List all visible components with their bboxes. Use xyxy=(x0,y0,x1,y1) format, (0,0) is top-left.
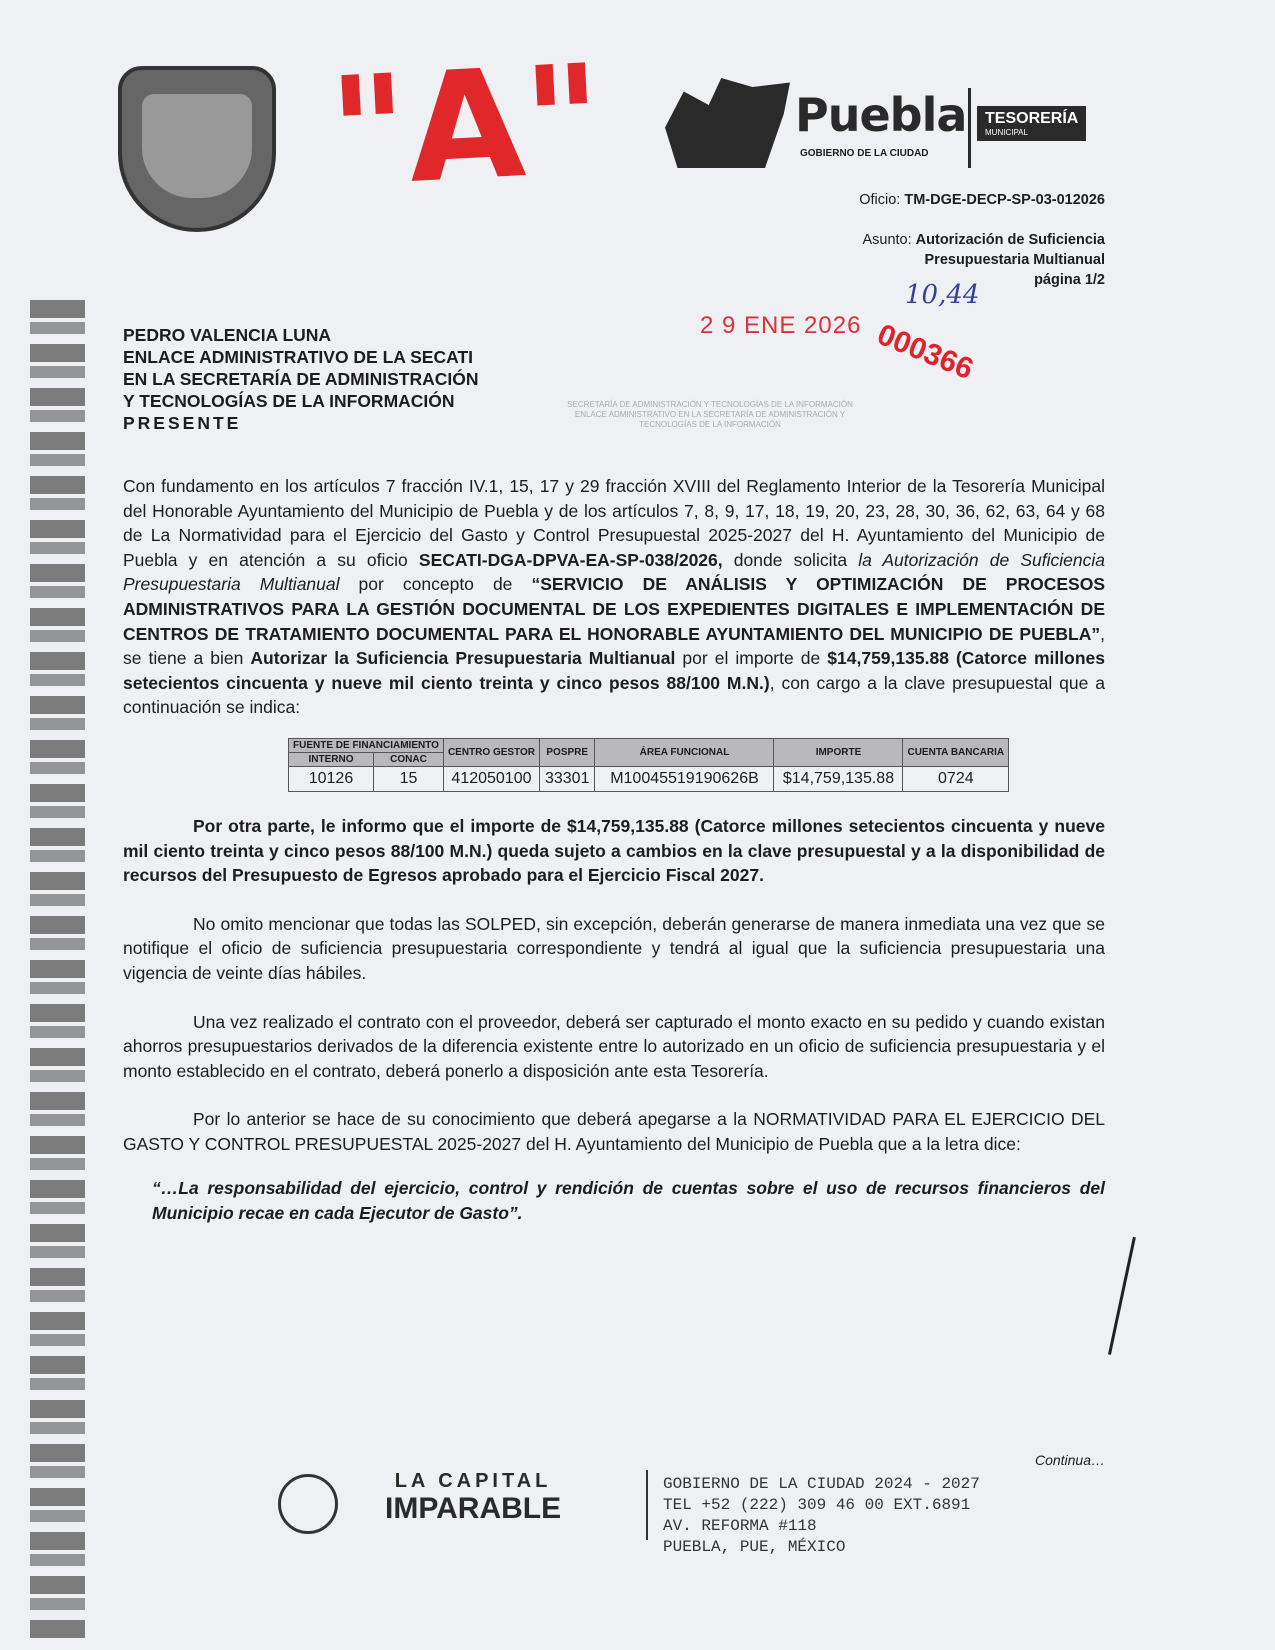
signature xyxy=(1108,1237,1175,1363)
quote: “…La responsabilidad del ejercicio, control y rendición de cuentas sobre el uso de recursos financieros del Municipio recae en cada Ejecutor de Gasto”. xyxy=(152,1178,1105,1224)
tesoreria-badge: TESORERÍA MUNICIPAL xyxy=(977,106,1086,141)
puebla-tesoreria-logo xyxy=(665,78,1105,170)
oficio-number: Oficio: TM-DGE-DECP-SP-03-012026 xyxy=(859,192,1105,208)
stamp-time: 10,44 xyxy=(905,280,980,310)
handwritten-mark: "A" xyxy=(325,32,607,222)
reception-stamp-text: SECRETARÍA DE ADMINISTRACIÓN Y TECNOLOGÍAS DE LA INFORMACIÓN ENLACE ADMINISTRATIVO EN LA SECRETARÍA DE ADMINISTRACIÓN Y TECNOLOGÍAS DE LA INFORMACIÓN xyxy=(567,400,853,429)
paragraph-3: No omito mencionar que todas las SOLPED, sin excepción, deberán generarse de manera inmediata una vez que se notifique el oficio de suficiencia presupuestaria correspondiente y tendrá al igual que la suficiencia presupuestaria una vigencia de veinte días hábiles. xyxy=(123,913,1105,983)
asunto: Asunto: Autorización de Suficiencia Presupuestaria Multianual página 1/2 xyxy=(862,232,1105,288)
logo-word: Puebla xyxy=(795,88,967,142)
continua-label: Continua… xyxy=(1034,1452,1105,1468)
stamp-number: 000366 xyxy=(872,318,978,387)
table-row: 10126 15 412050100 33301 M10045519190626B $14,759,135.88 0724 xyxy=(289,766,1009,791)
paragraph-5: Por lo anterior se hace de su conocimiento que deberá apegarse a la NORMATIVIDAD PARA EL EJERCICIO DEL GASTO Y CONTROL PRESUPUESTAL 2025-2027 del H. Ayuntamiento del Municipio de Puebla que a la letra dice: xyxy=(123,1109,1105,1154)
letter-body xyxy=(123,474,1105,1226)
paragraph-4: Una vez realizado el contrato con el proveedor, deberá ser capturado el monto exacto en su pedido y cuando existan ahorros presupuestarios derivados de la diferencia existente entre lo autorizado en un oficio de suficiencia presupuestaria y el monto establecido en el contrato, deberá ponerlo a disposición ante esta Tesorería. xyxy=(123,1011,1105,1081)
paragraph-2: Por otra parte, le informo que el importe de $14,759,135.88 (Catorce millones setecientos cincuenta y nueve mil ciento treinta y cinco pesos 88/100 M.N.) queda sujeto a cambios en la clave presupuestal y a la disponibilidad de recursos del Presupuesto de Egresos aprobado para el Ejercicio Fiscal 2027. xyxy=(123,815,1105,886)
page-indicator: página 1/2 xyxy=(1034,272,1105,288)
city-seal-logo xyxy=(118,66,276,232)
capital-imparable-logo: LA CAPITAL IMPARABLE xyxy=(385,1470,562,1525)
budget-table: FUENTE DE FINANCIAMIENTO CENTRO GESTOR POSPRE ÁREA FUNCIONAL IMPORTE CUENTA BANCARIA INTERNO CONAC 10126 15 412050100 33301 M10045519190626B $14,759,135.88 0724 xyxy=(288,738,1105,792)
logo-emblem-icon xyxy=(665,78,790,168)
decorative-border xyxy=(30,300,85,1640)
logo-subtitle: GOBIERNO DE LA CIUDAD xyxy=(800,148,929,159)
stamp-date: 2 9 ENE 2026 xyxy=(700,312,862,339)
addressee: PEDRO VALENCIA LUNA ENLACE ADMINISTRATIVO DE LA SECATI EN LA SECRETARÍA DE ADMINISTRACIÓN Y TECNOLOGÍAS DE LA INFORMACIÓN PRESENTE xyxy=(123,325,479,433)
equality-seal-icon xyxy=(278,1474,338,1534)
footer-contact: GOBIERNO DE LA CIUDAD 2024 - 2027 TEL +52 (222) 309 46 00 EXT.6891 AV. REFORMA #118 PUEBLA, PUE, MÉXICO xyxy=(663,1475,980,1556)
paragraph-1: Con fundamento en los artículos 7 fracción IV.1, 15, 17 y 29 fracción XVIII del Reglamento Interior de la Tesorería Municipal del Honorable Ayuntamiento del Municipio de Puebla y de los artículos 7, 8, 9, 17, 18, 19, 20, 23, 28, 30, 36, 62, 63, 64 y 68 de La Normatividad para el Ejercicio del Gasto y Control Presupuestal 2025-2027 del H. Ayuntamiento del Municipio de Puebla y en atención a su oficio SECATI-DGA-DPVA-EA-SP-038/2026, donde solicita la Autorización de Suficiencia Presupuestaria Multianual por concepto de “SERVICIO DE ANÁLISIS Y OPTIMIZACIÓN DE PROCESOS ADMINISTRATIVOS PARA LA GESTIÓN DOCUMENTAL DE LOS EXPEDIENTES DIGITALES E IMPLEMENTACIÓN DE CENTROS DE TRATAMIENTO DOCUMENTAL PARA EL HONORABLE AYUNTAMIENTO DEL MUNICIPIO DE PUEBLA”, se tiene a bien Autorizar la Suficiencia Presupuestaria Multianual por el importe de $14,759,135.88 (Catorce millones setecientos cincuenta y nueve mil ciento treinta y cinco pesos 88/100 M.N.), con cargo a la clave presupuestal que a continuación se indica: xyxy=(123,476,1105,718)
